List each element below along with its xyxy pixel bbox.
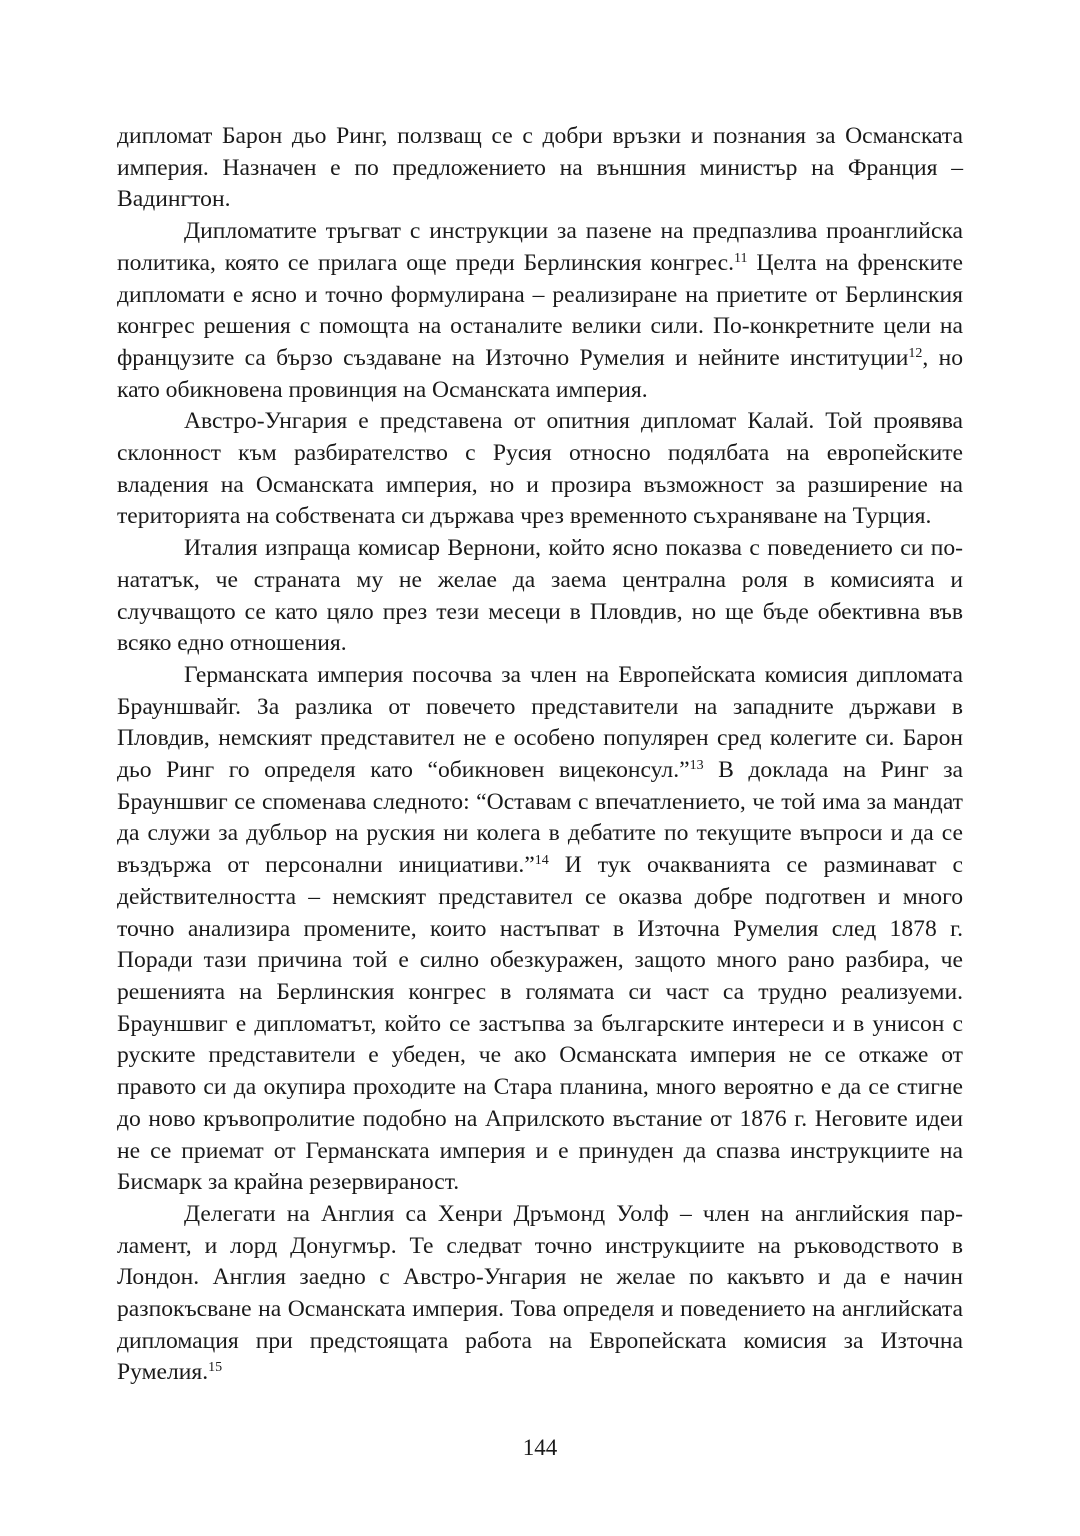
- paragraph-text: И тук очакванията се разминават с действителността – немският представител се оказва добре подготвен и много точно анализира промените, които настъпват в Източна Румелия след 1878 г. Поради тази причина той е силно обезкуражен, защото много рано разбира, че решенията на Берлинския конгрес в голямата си част са трудно реализуеми. Брауншвиг е дипломатът, който се застъпва за българските интереси и в унисон с руските представители е убеден, че ако Османската империя не се откаже от правото си да окупира проходите на Стара планина, много вероятно е да се стигне до ново кръвопролитие подобно на Априлското въстание от 1876 г. Неговите идеи не се приемат от Германската империя и е принуден да спазва инструкциите на Бисмарк за крайна резервираност.: [117, 852, 963, 1196]
- footnote-marker: 13: [689, 757, 704, 773]
- footnote-marker: 15: [208, 1360, 223, 1376]
- paragraph: [117, 216, 963, 406]
- paragraph: [117, 533, 963, 660]
- paragraph: [117, 121, 963, 216]
- paragraph: [117, 406, 963, 533]
- paragraph-text: , но като обикновена провинция на Османската империя.: [117, 344, 963, 403]
- page-number: 144: [522, 1435, 558, 1460]
- paragraph-text: Делегати на Англия са Хенри Дръмонд Уолф – член на английския парламент, и лорд Донугмър. Те следват точно инструкциите на ръководството в Лондон. Англия заедно с Австро-Унгария не желае по какъвто и да е начин разпокъсване на Османската империя. Това определя и поведението на английската дипломация при предстоящата работа на Европейската комисия за Източна Румелия.: [117, 1200, 963, 1386]
- paragraph-text: Целта на френските дипломати е ясно и точно формулирана – реализиране на приетите от Берлинския конгрес решения с помощта на останалите велики сили. По-конкретните цели на французите са бързо създаване на Източно Румелия и нейните институции: [117, 249, 963, 371]
- paragraph: [117, 660, 963, 1199]
- paragraph-text: дипломат Барон дьо Ринг, ползващ се с добри връзки и познания за Османската империя. Назначен е по предложението на външния министър на Франция – Вадингтон.: [117, 123, 963, 213]
- paragraph-text: Австро-Унгария е представена от опитния дипломат Калай. Той проявява склонност към разбирателство с Русия относно подялбата на европейските владения на Османската империя, но и прозира възможност за разширение на територията на собствената си държава чрез временното съхраняване на Турция.: [117, 408, 963, 530]
- paragraph-text: Дипломатите тръгват с инструкции за пазене на предпазлива проанглийска политика, която се прилага още преди Берлинския конгрес.: [117, 218, 963, 276]
- footnote-marker: 14: [534, 853, 549, 869]
- footnote-marker: 12: [908, 345, 923, 361]
- paragraph-text: В доклада на Ринг за Брауншвиг се споменава следното: “Оставам с впечатлението, че той има за мандат да служи за дубльор на руския ни колега в дебатите по текущите въпроси и да се въздържа от персонални инициативи.”: [117, 757, 963, 879]
- paragraph: [117, 1199, 963, 1389]
- paragraph-text: Германската империя посочва за член на Европейската комисия дипломата Брауншвайг. За разлика от повечето представители на западните държави в Пловдив, немският представител не е особено популярен сред колегите си. Барон дьо Ринг го определя като “обикновен вицеконсул.”: [117, 661, 963, 784]
- paragraph-text: Италия изпраща комисар Вернони, който ясно показва с поведението си по-нататък, че страната му не желае да заема централна роля в комисията и случващото се като цяло през тези месеци в Пловдив, но ще бъде обективна във всяко едно отношения.: [117, 535, 963, 657]
- footnote-marker: 11: [733, 250, 748, 266]
- page-body: [117, 121, 963, 1389]
